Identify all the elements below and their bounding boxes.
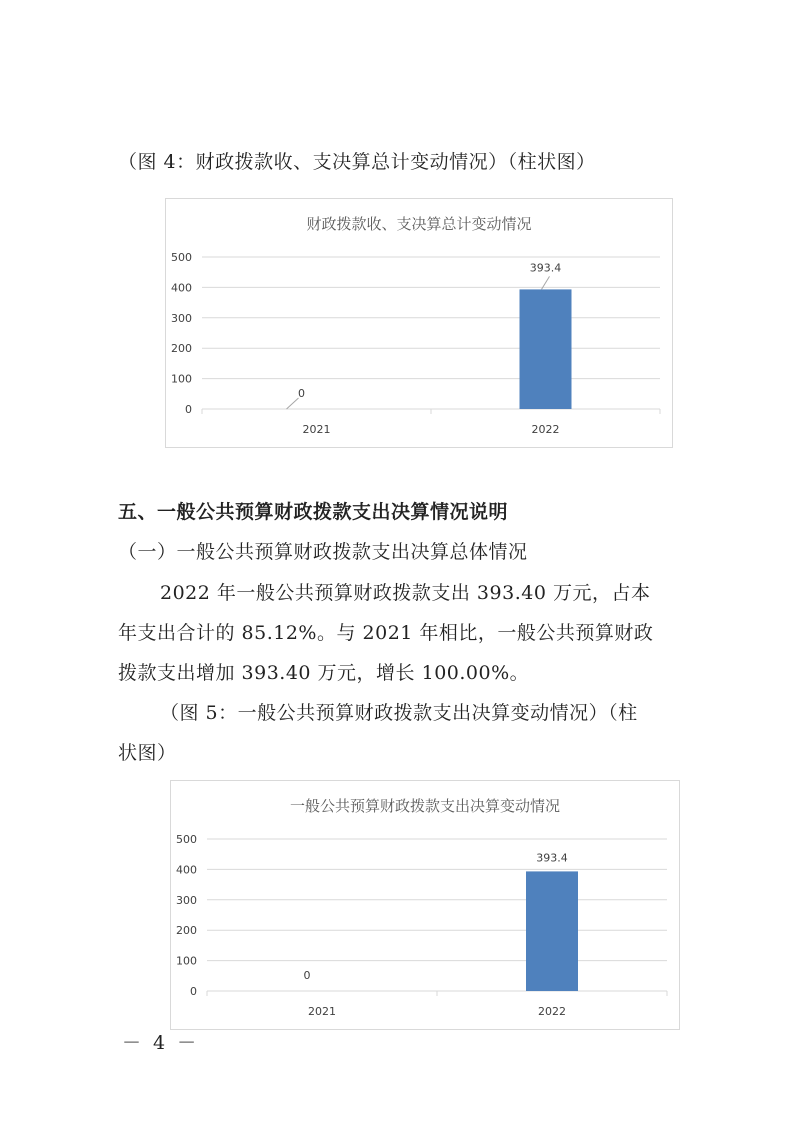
page-number: － 4 － [122,1032,200,1054]
data-label: 0 [298,387,305,400]
figure-5-caption-line-2: 状图） [118,742,177,764]
chart-fig4-svg [166,199,672,447]
y-tick-label: 0 [190,985,197,998]
x-tick-label: 2021 [308,1005,336,1018]
chart-fig5 [170,780,680,1030]
chart-fig4 [165,198,673,448]
y-tick-label: 100 [171,372,192,386]
paragraph-line-1: 2022 年一般公共预算财政拨款支出 393.40 万元，占本 [160,582,651,604]
y-tick-label: 200 [176,924,197,938]
figure-5-caption-line-1: （图 5：一般公共预算财政拨款支出决算变动情况）（柱 [160,702,638,724]
data-label: 393.4 [529,261,562,275]
y-tick-label: 200 [171,342,192,356]
paragraph-line-3: 拨款支出增加 393.40 万元，增长 100.00%。 [118,662,530,684]
data-label: 0 [303,969,311,982]
bar-2022 [526,871,578,991]
data-label-leader [287,398,299,409]
x-tick-label: 2022 [538,1005,566,1018]
y-tick-label: 400 [176,863,197,877]
figure-4-caption: （图 4：财政拨款收、支决算总计变动情况）（柱状图） [118,151,596,173]
data-label: 393.4 [536,851,568,865]
chart-title: 一般公共预算财政拨款支出决算变动情况 [289,797,561,815]
section-subheading: （一）一般公共预算财政拨款支出决算总体情况 [118,541,528,563]
y-tick-label: 400 [171,281,192,295]
y-tick-label: 300 [171,311,192,325]
chart-title: 财政拨款收、支决算总计变动情况 [306,215,532,233]
paragraph-line-2: 年支出合计的 85.12%。与 2021 年相比，一般公共预算财政 [118,622,654,644]
y-tick-label: 100 [176,954,197,968]
section-heading: 五、一般公共预算财政拨款支出决算情况说明 [118,501,509,523]
y-tick-label: 500 [176,833,197,846]
x-tick-label: 2022 [531,423,560,436]
bar-2022 [520,289,572,409]
x-tick-label: 2021 [302,423,331,436]
y-tick-label: 0 [185,403,192,416]
y-tick-label: 500 [171,251,192,264]
y-tick-label: 300 [176,893,197,907]
chart-fig5-svg [171,781,679,1029]
